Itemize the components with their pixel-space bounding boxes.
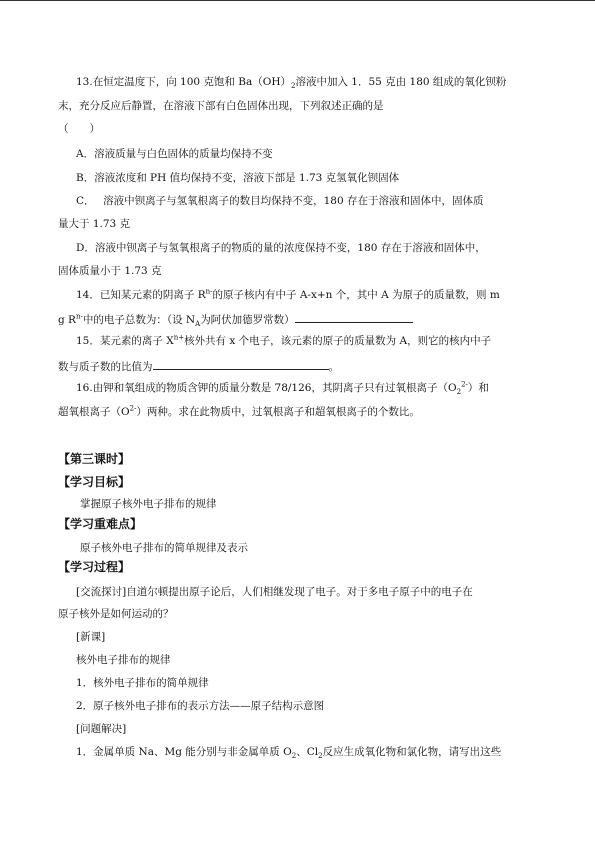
q15-line1: 15．某元素的离子 $X^{n+}$核外共有 x 个电子，该元素的原子的质量数为 A，则它的核内中子 [76, 333, 492, 347]
process-item-3: 1．金属单质 Na、Mg 能分别与非金属单质 $O_2$、$Cl_2$反应生成氧化物和氯化物，请写出这些 [76, 746, 502, 761]
q15-answer-blank[interactable] [153, 358, 329, 370]
section-key-heading: 【学习重难点】 [58, 517, 143, 531]
process-rule-title: 核外电子排布的规律 [76, 654, 171, 666]
q13-answer-paren: （ ） [58, 123, 100, 135]
section-goal-text: 掌握原子核外电子排布的规律 [80, 498, 217, 510]
process-problem-label: [问题解决] [76, 723, 127, 735]
q13-option-c-line1: C． 溶液中钡离子与氢氧根离子的数目均保持不变，180 存在于溶液和固体中，固体质 [76, 195, 484, 207]
q13-option-d-line2: 固体质量小于 1.73 克 [58, 265, 162, 277]
section-key-text: 原子核外电子排布的简单规律及表示 [80, 542, 248, 554]
section-lesson-heading: 【第三课时】 [58, 452, 131, 466]
section-goal-heading: 【学习目标】 [58, 475, 131, 489]
q13-option-c-line2: 量大于 1.73 克 [58, 218, 131, 230]
q13-line2: 末，充分反应后静置，在溶液下部有白色固体出现，下列叙述正确的是 [58, 100, 384, 112]
q13-option-a: A．溶液质量与白色固体的质量均保持不变 [76, 148, 273, 160]
section-process-heading: 【学习过程】 [58, 560, 131, 574]
process-new-lesson-label: [新课] [76, 631, 106, 643]
q13-line1: 13.在恒定温度下，向 100 克饱和 $Ba(OH)_2$溶液中加入 1．55 克由 180 组成的氧化钡粉 [76, 76, 507, 91]
q14-line1: 14．已知某元素的阴离子 $R^{n-}$的原子核内有中子 A-x+n 个，其中 A 为原子的质量数，则 m [76, 287, 500, 301]
q14-answer-blank[interactable] [295, 311, 413, 323]
q16-line1: 16.由钾和氧组成的物质含钾的质量分数是 78/126，其阴离子只有过氧根离子$(O_2^{2-})$和 [76, 380, 489, 397]
process-item-1: 1．核外电子排布的简单规律 [76, 677, 209, 689]
q13-option-d-line1: D．溶液中钡离子与氢氧根离子的物质的量的浓度保持不变，180 存在于溶液和固体中， [76, 242, 486, 254]
process-discussion-line2: 原子核外是如何运动的？ [58, 608, 174, 620]
q13-option-b: B．溶液浓度和 PH 值均保持不变，溶液下部是 1.73 克氢氧化钡固体 [76, 172, 400, 184]
process-item-2: 2．原子核外电子排布的表示方法——原子结构示意图 [76, 700, 325, 712]
q15-line2: 数与质子数的比值为 。 [58, 358, 339, 374]
process-discussion-line1: [交流探讨]自道尔顿提出原子论后，人们相继发现了电子。对于多电子原子中的电子在 [76, 586, 473, 598]
q14-line2: g $R^{n-}$中的电子总数为：（设 $N_A$为阿伏加德罗常数） [58, 311, 413, 327]
q16-line2: 超氧根离子$(O^{2-})$两种。求在此物质中，过氧根离子和超氧根离子的个数比。 [58, 404, 420, 418]
